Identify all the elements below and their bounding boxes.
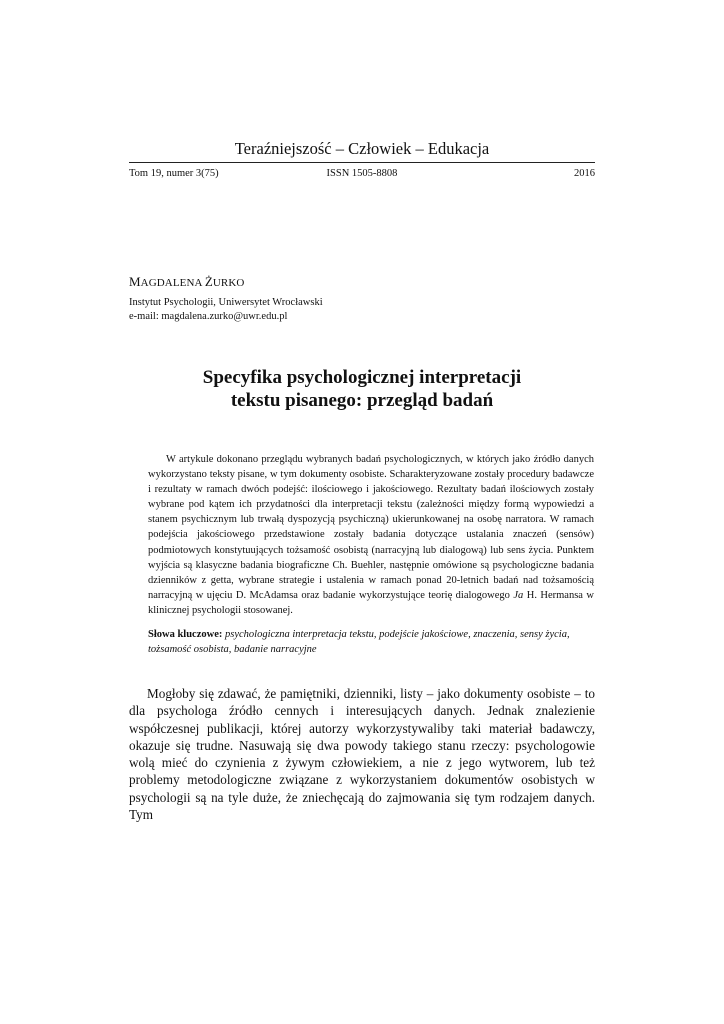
- keywords-label: Słowa kluczowe:: [148, 629, 223, 640]
- body-paragraph: Mogłoby się zdawać, że pamiętniki, dzienniki, listy – jako dokumenty osobiste – to dla psychologa źródło cennych i interesujących danych. Jednak znalezienie współczesnej publikacji, której autorzy wykorzystywaliby taki materiał badawczy, okazuje się trudne. Nasuwają się dwa powody takiego stanu rzeczy: psychologowie wolą mieć do czynienia z żywym człowiekiem, a nie z jego wytworem, lub też problemy metodologiczne związane z wykorzystaniem dokumentów osobistych w psychologii są na tyle duże, że zniechęcają do zajmowania się tym rodzajem danych. Tym: [129, 686, 595, 823]
- header-rule: [129, 162, 595, 163]
- author-email: e-mail: magdalena.zurko@uwr.edu.pl: [129, 311, 288, 322]
- keywords: [148, 628, 594, 657]
- article-title: [129, 366, 595, 412]
- author-name-initial: M: [129, 274, 141, 289]
- abstract-italic-term: Ja: [513, 589, 524, 601]
- author-affiliation: Instytut Psychologii, Uniwersytet Wrocławski: [129, 297, 323, 308]
- keywords-text: psychologiczna interpretacja tekstu, podejście jakościowe, znaczenia, sensy życia, tożsamość osobista, badanie narracyjne: [148, 629, 570, 655]
- author-surname-rest: URKO: [212, 277, 245, 289]
- author-name-rest: AGDALENA: [140, 277, 205, 289]
- article-title-line-2: tekstu pisanego: przegląd badań: [230, 390, 494, 411]
- author-surname-initial: Ż: [204, 274, 213, 289]
- journal-meta-row: [129, 168, 595, 182]
- author-affiliation-block: [129, 296, 323, 324]
- volume-number: Tom 19, numer 3(75): [129, 168, 219, 179]
- author-name: [129, 274, 244, 290]
- abstract-text-part-2: H. Hermansa w klinicznej psychologii stosowanej.: [148, 589, 594, 616]
- abstract: [148, 452, 594, 618]
- abstract-text-part-1: W artykule dokonano przeglądu wybranych badań psychologicznych, w których jako źródło danych wykorzystano teksty pisane, w tym dokumenty osobiste. Scharakteryzowane zostały procedury badawcze i rezultaty w ramach dwóch podejść: ilościowego i jakościowego. Rezultaty badań ilościowych zostały wybrane pod kątem ich przydatności dla interpretacji tekstu (zależności między formą wypowiedzi a stanem psychicznym lub trwałą dyspozycją psychiczną) ukierunkowanej na osobę narratora. W ramach podejścia jakościowego przedstawione zostały badania dotyczące ustalania znaczeń (sensów) podmiotowych konstytuujących tożsamość osobistą (narracyjną lub dialogową) lub sens życia. Punktem wyjścia są klasyczne badania biograficzne Ch. Buehler, następnie omówione są psychologiczne badania dzienników z getta, wybrane strategie i ustalenia w ramach ponad 20-letnich badań nad tożsamością narracyjną w ujęciu D. McAdamsa oraz badanie wykorzystujące teorię dialogowego: [148, 454, 594, 601]
- article-title-line-1: Specyfika psychologicznej interpretacji: [202, 367, 522, 388]
- journal-title: Teraźniejszość – Człowiek – Edukacja: [234, 139, 490, 158]
- issn: ISSN 1505-8808: [326, 168, 398, 179]
- publication-year: 2016: [574, 168, 595, 179]
